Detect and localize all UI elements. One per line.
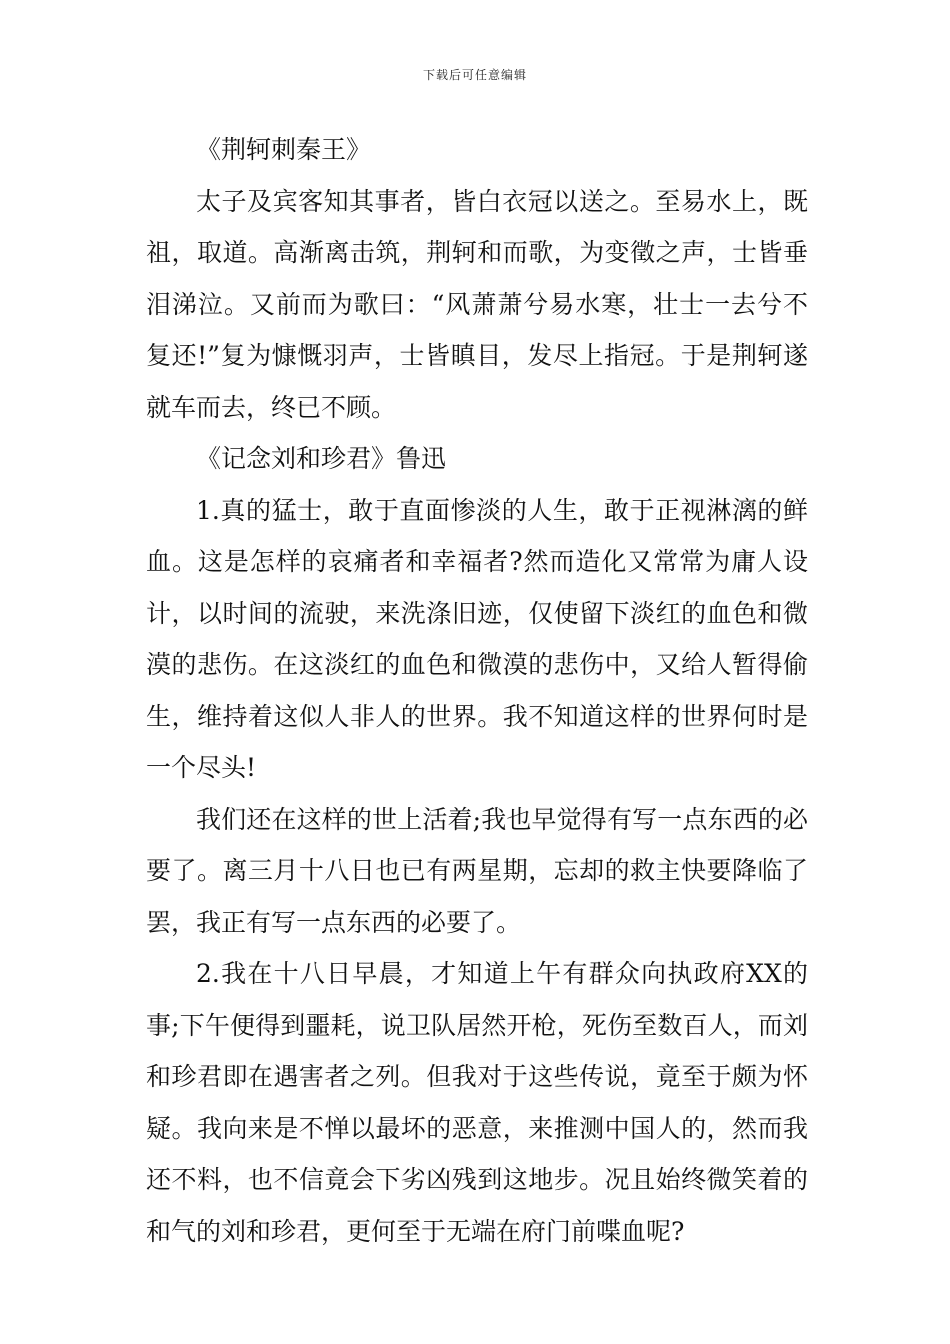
paragraph-jingke-text: 太子及宾客知其事者，皆白衣冠以送之。至易水上，既祖，取道。高渐离击筑，荆轲和而歌，为变徵之声，士皆垂泪涕泣。又前而为歌曰：“风萧萧兮易水寒，壮士一去兮不复还!”复为慷慨羽声，士皆瞋目，发尽上指冠。于是荆轲遂就车而去，终已不顾。 — [146, 186, 808, 422]
document-body — [146, 124, 808, 1257]
paragraph-2: 我们还在这样的世上活着;我也早觉得有写一点东西的必要了。离三月十八日也已有两星期，忘却的救主快要降临了罢，我正有写一点东西的必要了。 — [146, 804, 808, 937]
section-title-liuhezhen: 《记念刘和珍君》鲁迅 — [196, 444, 447, 473]
paragraph-1: 1.真的猛士，敢于直面惨淡的人生，敢于正视淋漓的鲜血。这是怎样的哀痛者和幸福者?然而造化又常常为庸人设计，以时间的流驶，来洗涤旧迹，仅使留下淡红的血色和微漠的悲伤。在这淡红的血色和微漠的悲伤中，又给人暂得偷生，维持着这似人非人的世界。我不知道这样的世界何时是一个尽头! — [146, 495, 808, 782]
section-title-jingke: 《荆轲刺秦王》 — [196, 135, 372, 164]
page-header-note: 下载后可任意编辑 — [422, 68, 527, 82]
paragraph-3: 2.我在十八日早晨，才知道上午有群众向执政府XX的事;下午便得到噩耗，说卫队居然开枪，死伤至数百人，而刘和珍君即在遇害者之列。但我对于这些传说，竟至于颇为怀疑。我向来是不惮以最坏的恶意，来推测中国人的，然而我还不料，也不信竟会下劣凶残到这地步。况且始终微笑着的和气的刘和珍君，更何至于无端在府门前喋血呢? — [146, 959, 808, 1246]
